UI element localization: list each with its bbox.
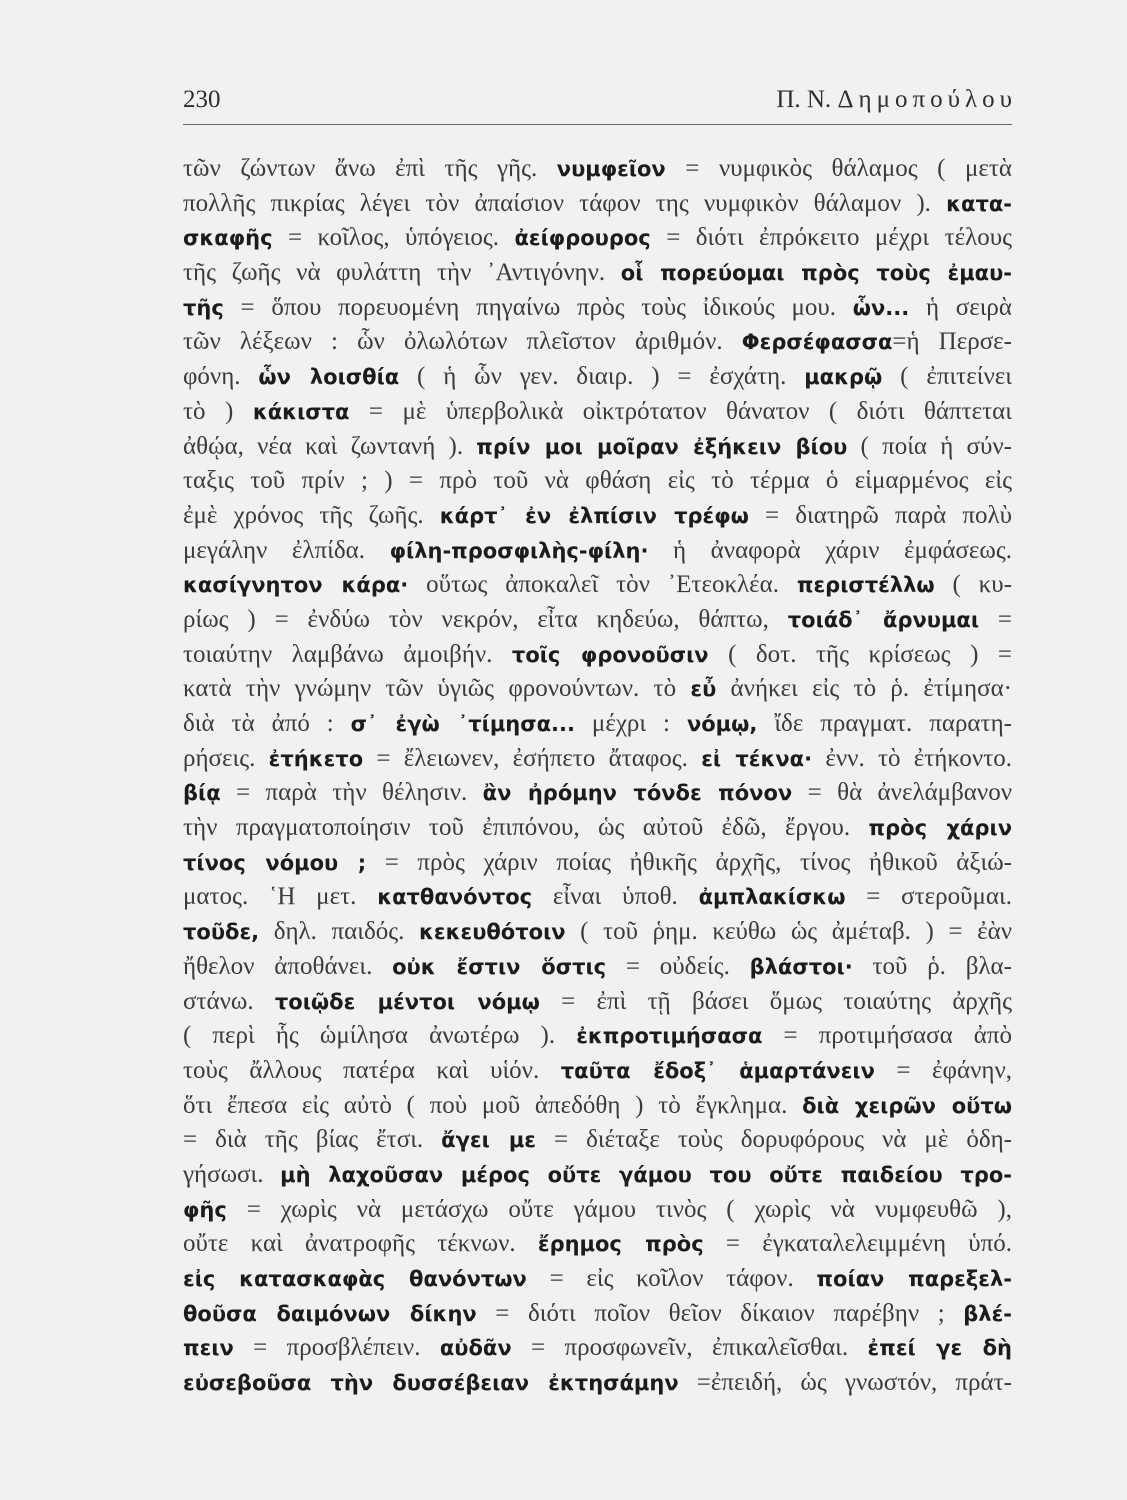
text-line bbox=[183, 742, 1012, 777]
gloss-text: ἀθῴα, νέα καὶ ζωντανή ). bbox=[183, 432, 477, 460]
lemma-term: εὖ bbox=[690, 677, 717, 702]
text-line bbox=[183, 1193, 1012, 1228]
gloss-text: = ἐπὶ τῇ βάσει ὅμως τοιαύτης ἀρχῆς bbox=[539, 987, 1012, 1015]
text-line bbox=[183, 534, 1012, 569]
gloss-text: τῶν λέξεων : ὧν ὀλωλότων πλεῖστον ἀριθμόν. bbox=[183, 328, 742, 356]
gloss-text: = κοῖλος, ὑπόγειος. bbox=[272, 224, 515, 252]
gloss-text: τὸ ) bbox=[183, 397, 253, 425]
lemma-term: βλέ- bbox=[963, 1301, 1012, 1326]
lemma-term: ταῦτα ἔδοξ᾿ ἁμαρτάνειν bbox=[560, 1058, 875, 1083]
gloss-text: πολλῆς πικρίας λέγει τὸν ἀπαίσιον τάφον της νυμφικὸν θάλαμον ). bbox=[183, 189, 947, 217]
lemma-term: κάκιστα bbox=[252, 399, 350, 424]
gloss-text: μεγάλην ἐλπίδα. bbox=[183, 536, 390, 564]
gloss-text: ἡ σειρὰ bbox=[909, 293, 1012, 321]
lemma-term: μὴ λαχοῦσαν μέρος οὔτε γάμου του οὔτε παιδείου τρο- bbox=[280, 1162, 1012, 1187]
lemma-term: ἂν ἠρόμην τόνδε πόνον bbox=[482, 781, 793, 806]
text-line bbox=[183, 1054, 1012, 1089]
text-line-content bbox=[183, 1019, 1012, 1057]
gloss-text: τὴν πραγματοποίησιν τοῦ ἐπιπόνου, ὡς αὐτοῦ ἐδῶ, ἔργου. bbox=[183, 814, 869, 842]
gloss-text: ( ποία ἡ σύν- bbox=[847, 432, 1012, 460]
gloss-text: ( ἡ ὧν γεν. διαιρ. ) = ἐσχάτη. bbox=[399, 363, 805, 391]
lemma-term: Φερσέφασσα bbox=[741, 330, 893, 355]
lemma-term: σ᾿ ἐγὼ ᾿τίμησα... bbox=[350, 712, 575, 736]
gloss-text: ἤθελον ἀποθάνει. bbox=[183, 952, 393, 980]
lemma-term: ἀείφρουρος bbox=[514, 226, 651, 251]
gloss-text: = πρὸς χάριν ποίας ἠθικῆς ἀρχῆς, τίνος ἠθικοῦ ἀξιώ- bbox=[366, 848, 1012, 876]
gloss-text: ( ἐπιτείνει bbox=[882, 363, 1012, 391]
lemma-term: ὧν... bbox=[852, 295, 910, 320]
text-line-content bbox=[183, 534, 1012, 572]
gloss-text: = προτιμήσασα ἀπὸ bbox=[762, 1022, 1012, 1050]
text-line bbox=[183, 1297, 1012, 1332]
text-line-content bbox=[183, 291, 1012, 329]
gloss-text: = διέταξε τοὺς δορυφόρους νὰ μὲ ὁδη- bbox=[535, 1126, 1012, 1154]
gloss-text: ( περὶ ἧς ὡμίλησα ἀνωτέρω ). bbox=[183, 1022, 577, 1050]
text-line-content bbox=[183, 395, 1012, 433]
text-line bbox=[183, 187, 1012, 222]
text-line bbox=[183, 1089, 1012, 1124]
lemma-term: ποίαν παρεξελ- bbox=[816, 1267, 1012, 1291]
text-line-content bbox=[183, 1227, 1012, 1265]
text-line bbox=[183, 325, 1012, 360]
gloss-text: = διατηρῶ παρὰ πολὺ bbox=[748, 501, 1013, 529]
lemma-term: φίλη-προσφιλὴς-φίλη· bbox=[389, 538, 649, 563]
lemma-term: νυμφεῖον bbox=[556, 157, 666, 181]
lemma-term: περιστέλλω bbox=[796, 573, 935, 598]
text-line-content bbox=[183, 1297, 1012, 1335]
lemma-term: αὐδᾶν bbox=[439, 1336, 512, 1361]
lemma-term: τίνος νόμου ; bbox=[183, 850, 367, 875]
gloss-text: = προσφωνεῖν, ἐπικαλεῖσθαι. bbox=[511, 1334, 868, 1362]
text-line-content bbox=[183, 603, 1012, 641]
text-line-content bbox=[183, 1123, 1012, 1161]
gloss-text: δηλ. παιδός. bbox=[259, 918, 419, 946]
text-line-content bbox=[183, 915, 1012, 953]
lemma-term: ἐκπροτιμήσασα bbox=[576, 1024, 763, 1049]
text-line-content bbox=[183, 776, 1012, 814]
gloss-text: = διότι ἐπρόκειτο μέχρι τέλους bbox=[650, 224, 1013, 252]
gloss-text: = θὰ ἀνελάμβανον bbox=[792, 779, 1013, 807]
gloss-text: = μὲ ὑπερβολικὰ οἰκτρότατον θάνατον ( διότι θάπτεται bbox=[349, 397, 1013, 425]
lemma-term: εἰς κατασκαφὰς θανόντων bbox=[183, 1267, 527, 1291]
gloss-text: = χωρὶς νὰ μετάσχω οὔτε γάμου τινὸς ( χωρὶς νὰ νυμφευθῶ ), bbox=[226, 1195, 1012, 1223]
gloss-text: φόνη. bbox=[183, 363, 259, 391]
text-line bbox=[183, 1366, 1012, 1401]
lemma-term: κάρτ᾿ ἐν ἐλπίσιν τρέφω bbox=[439, 503, 749, 528]
text-line-content bbox=[183, 1158, 1012, 1196]
text-line bbox=[183, 291, 1012, 326]
gloss-text: ἐμὲ χρόνος τῆς ζωῆς. bbox=[183, 501, 440, 529]
running-header bbox=[183, 84, 1017, 116]
lemma-term: ἐπεί γε δὴ bbox=[867, 1336, 1012, 1361]
lemma-term: εὐσεβοῦσα τὴν δυσσέβειαν ἐκτησάμην bbox=[183, 1371, 679, 1396]
lemma-term: τοιάδ᾿ ἄρνυμαι bbox=[787, 607, 980, 632]
gloss-text: γήσωσι. bbox=[183, 1160, 281, 1188]
gloss-text: = ὅπου πορευομένη πηγαίνω πρὸς τοὺς ἰδικούς μου. bbox=[223, 293, 853, 321]
lemma-term: οὐκ ἔστιν ὅστις bbox=[392, 954, 607, 979]
lemma-term: τῆς bbox=[183, 295, 224, 320]
text-line bbox=[183, 1227, 1012, 1262]
text-line bbox=[183, 395, 1012, 430]
gloss-text: ρήσεις. bbox=[183, 744, 269, 772]
gloss-text: ( τοῦ ῥημ. κεύθω ὡς ἀμέταβ. ) = ἐὰν bbox=[565, 918, 1012, 946]
text-line-content bbox=[183, 742, 1012, 780]
gloss-text: = διὰ τῆς βίας ἔτσι. bbox=[183, 1126, 442, 1154]
gloss-text: = διότι ποῖον θεῖον δίκαιον παρέβην ; bbox=[476, 1299, 964, 1327]
body-text bbox=[183, 152, 1012, 1401]
text-line bbox=[183, 499, 1012, 534]
text-line bbox=[183, 152, 1012, 187]
text-line bbox=[183, 568, 1012, 603]
text-line-content bbox=[183, 707, 1012, 745]
lemma-term: ἀμπλακίσκω bbox=[698, 885, 846, 910]
lemma-term: σκαφῆς bbox=[183, 226, 273, 251]
gloss-text: ματος. ῾Η μετ. bbox=[183, 883, 378, 911]
gloss-text: =ἐπειδή, ὡς γνωστόν, πράτ- bbox=[678, 1369, 1012, 1397]
gloss-text: = προσβλέπειν. bbox=[233, 1334, 440, 1362]
gloss-text: ταξις τοῦ πρίν ; ) = πρὸ τοῦ νὰ φθάση εἰς τὸ τέρμα ὁ εἱμαρμένος εἰς bbox=[183, 467, 1012, 495]
text-line-content bbox=[183, 638, 1012, 676]
text-line bbox=[183, 360, 1012, 395]
lemma-term: κεκευθότοιν bbox=[418, 920, 566, 945]
gloss-text: τοιαύτην λαμβάνω ἀμοιβήν. bbox=[183, 640, 512, 668]
gloss-text: = ἐφάνην, bbox=[874, 1056, 1012, 1084]
lemma-term: διὰ χειρῶν οὕτω bbox=[802, 1093, 1012, 1118]
text-line-content bbox=[183, 430, 1012, 468]
lemma-term: εἰ τέκνα· bbox=[701, 746, 813, 771]
lemma-term: πρὸς χάριν bbox=[868, 816, 1012, 841]
lemma-term: θοῦσα δαιμόνων δίκην bbox=[183, 1301, 477, 1326]
gloss-text: τῶν ζώντων ἄνω ἐπὶ τῆς γῆς. bbox=[183, 155, 557, 182]
text-line-content bbox=[183, 985, 1012, 1023]
text-line bbox=[183, 811, 1012, 846]
text-line-content bbox=[183, 187, 1012, 225]
lemma-term: τοῦδε, bbox=[183, 920, 260, 945]
gloss-text: = παρὰ τὴν θέλησιν. bbox=[220, 779, 483, 807]
text-line-content bbox=[183, 152, 1012, 190]
gloss-text: ἴδε πραγματ. παρατη- bbox=[757, 710, 1012, 737]
gloss-text: = ἔλειωνεν, ἐσήπετο ἄταφος. bbox=[363, 744, 702, 772]
lemma-term: κασίγνητον κάρα· bbox=[183, 573, 409, 598]
text-line-content bbox=[183, 256, 1012, 294]
lemma-term: βίᾳ bbox=[183, 781, 221, 806]
text-line-content bbox=[183, 1366, 1012, 1404]
lemma-term: ἄγει με bbox=[441, 1128, 536, 1153]
gloss-text: κατὰ τὴν γνώμην τῶν ὑγιῶς φρονούντων. τὸ bbox=[183, 675, 691, 703]
gloss-text: εἶναι ὑποθ. bbox=[532, 883, 699, 911]
text-line-content bbox=[183, 880, 1012, 918]
gloss-text: ἡ ἀναφορὰ χάριν ἐμφάσεως. bbox=[648, 536, 1013, 564]
gloss-text: ὅτι ἔπεσα εἰς αὐτὸ ( ποὺ μοῦ ἀπεδόθη ) τὸ ἔγκλημα. bbox=[183, 1091, 803, 1119]
lemma-term: μακρῷ bbox=[804, 365, 883, 390]
text-line bbox=[183, 985, 1012, 1020]
text-line bbox=[183, 638, 1012, 673]
lemma-term: ἐτήκετο bbox=[268, 746, 364, 771]
text-line bbox=[183, 464, 1012, 499]
lemma-term: πειν bbox=[183, 1336, 234, 1361]
text-line bbox=[183, 1019, 1012, 1054]
lemma-term: κατα- bbox=[946, 191, 1012, 216]
text-line bbox=[183, 880, 1012, 915]
lemma-term: βλάστοι· bbox=[749, 954, 853, 979]
gloss-text: τῆς ζωῆς νὰ φυλάττη τὴν ᾿Αντιγόνην. bbox=[183, 259, 621, 287]
text-line-content bbox=[183, 1331, 1012, 1369]
text-line-content bbox=[183, 1262, 1012, 1300]
text-line-content bbox=[183, 221, 1012, 259]
lemma-term: οἷ πορεύομαι πρὸς τοὺς ἐμαυ- bbox=[620, 261, 1013, 286]
text-line bbox=[183, 1123, 1012, 1158]
text-line-content bbox=[183, 950, 1012, 988]
gloss-text: ἀνήκει εἰς τὸ ῥ. ἐτίμησα· bbox=[716, 675, 1012, 703]
lemma-term: κατθανόντος bbox=[377, 885, 533, 910]
gloss-text: μέχρι : bbox=[574, 710, 687, 737]
gloss-text: διὰ τὰ ἀπό : bbox=[183, 710, 351, 737]
lemma-term: ἔρημος πρὸς bbox=[537, 1232, 704, 1257]
gloss-text: = νυμφικὸς θάλαμος ( μετὰ bbox=[665, 155, 1012, 182]
text-line-content bbox=[183, 672, 1012, 710]
text-line bbox=[183, 221, 1012, 256]
gloss-text: ρίως ) = ἐνδύω τὸν νεκρόν, εἶτα κηδεύω, θάπτω, bbox=[183, 605, 788, 633]
text-line-content bbox=[183, 1193, 1012, 1231]
header-rule bbox=[183, 124, 1012, 125]
text-line bbox=[183, 1331, 1012, 1366]
text-line-content bbox=[183, 568, 1012, 606]
author-initials: Π. Ν. bbox=[776, 86, 838, 113]
text-line bbox=[183, 950, 1012, 985]
gloss-text: ἐνν. τὸ ἐτήκοντο. bbox=[812, 744, 1013, 772]
text-line-content bbox=[183, 1089, 1012, 1127]
gloss-text: = bbox=[979, 605, 1012, 633]
text-line-content bbox=[183, 499, 1012, 537]
text-line bbox=[183, 1158, 1012, 1193]
text-line-content bbox=[183, 360, 1012, 398]
text-line bbox=[183, 846, 1012, 881]
text-line bbox=[183, 707, 1012, 742]
gloss-text: οὔτε καὶ ἀνατροφῆς τέκνων. bbox=[183, 1230, 538, 1258]
text-line-content bbox=[183, 811, 1012, 849]
author-name bbox=[776, 84, 1017, 116]
text-line-content bbox=[183, 1054, 1012, 1092]
text-line-content bbox=[183, 325, 1012, 363]
gloss-text: = οὐδείς. bbox=[606, 952, 750, 980]
gloss-text: ( κυ- bbox=[934, 571, 1012, 599]
gloss-text: στάνω. bbox=[183, 987, 275, 1015]
lemma-term: τοιῷδε μέντοι νόμῳ bbox=[274, 989, 540, 1014]
lemma-term: νόμῳ, bbox=[686, 712, 758, 736]
lemma-term: τοῖς φρονοῦσιν bbox=[511, 642, 709, 667]
text-line-content bbox=[183, 464, 1012, 502]
gloss-text: τοῦ ῥ. βλα- bbox=[852, 952, 1012, 980]
lemma-term: ὧν λοισθία bbox=[258, 365, 400, 390]
text-line bbox=[183, 256, 1012, 291]
text-line bbox=[183, 776, 1012, 811]
gloss-text: = εἰς κοῖλον τάφον. bbox=[526, 1265, 817, 1292]
gloss-text: = στεροῦμαι. bbox=[845, 883, 1013, 911]
gloss-text: ( δοτ. τῆς κρίσεως ) = bbox=[708, 640, 1012, 668]
text-line bbox=[183, 603, 1012, 638]
lemma-term: πρίν μοι μοῖραν ἐξήκειν βίου bbox=[476, 434, 848, 459]
gloss-text: τοὺς ἄλλους πατέρα καὶ υἱόν. bbox=[183, 1056, 561, 1084]
gloss-text: =ἡ Περσε- bbox=[892, 328, 1012, 356]
author-surname: Δημοπούλου bbox=[837, 86, 1017, 113]
gloss-text: οὕτως ἀποκαλεῖ τὸν ᾿Ετεοκλέα. bbox=[408, 571, 797, 599]
gloss-text: = ἐγκαταλελειμμένη ὑπό. bbox=[703, 1230, 1012, 1258]
text-line bbox=[183, 915, 1012, 950]
text-line bbox=[183, 672, 1012, 707]
text-line-content bbox=[183, 846, 1012, 884]
text-line bbox=[183, 1262, 1012, 1297]
lemma-term: φῆς bbox=[183, 1197, 227, 1222]
page-number: 230 bbox=[183, 86, 221, 113]
text-line bbox=[183, 430, 1012, 465]
